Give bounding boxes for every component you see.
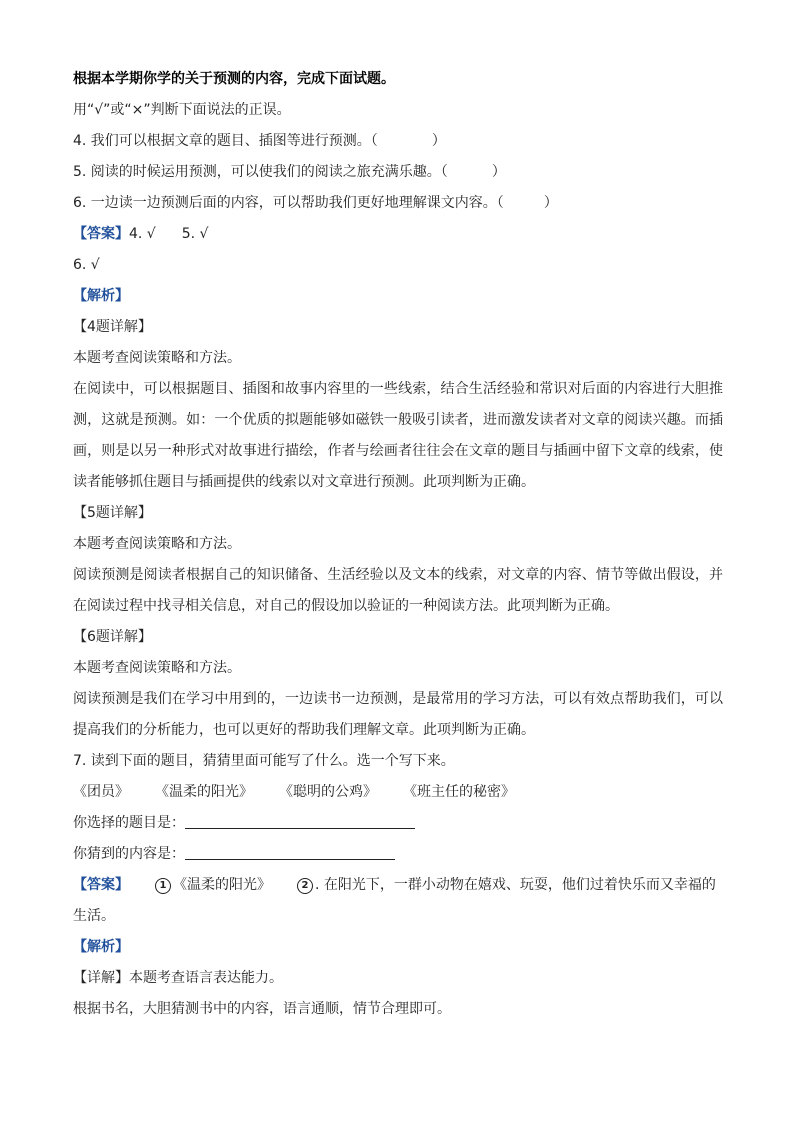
detail-5-topic: 本题考查阅读策略和方法。 bbox=[73, 536, 241, 552]
analysis-tag: 【解析】 bbox=[73, 288, 129, 304]
answer-7-content: . 在阳光下，一群小动物在嬉戏、玩耍，他们过着快乐而又幸福的 bbox=[315, 877, 716, 893]
detail-7-tag: 【详解】 bbox=[73, 970, 129, 986]
question-4-close: ） bbox=[431, 133, 446, 149]
question-5-close: ） bbox=[491, 164, 506, 180]
answer-4: 4. √ bbox=[129, 226, 156, 242]
detail-7-text: 本题考查语言表达能力。 bbox=[129, 970, 283, 986]
detail-4-topic: 本题考查阅读策略和方法。 bbox=[73, 350, 241, 366]
choice-answer-line[interactable] bbox=[185, 814, 415, 829]
detail-6-title: 【6题详解】 bbox=[73, 629, 152, 645]
detail-4-title: 【4题详解】 bbox=[73, 319, 152, 335]
question-7-titles bbox=[73, 777, 723, 808]
answer-7-content-cont: 生活。 bbox=[73, 908, 115, 924]
answer-row-2 bbox=[73, 870, 723, 901]
question-4 bbox=[73, 126, 723, 157]
question-7-prompt: 7. 读到下面的题目，猜猜里面可能写了什么。选一个写下来。 bbox=[73, 753, 455, 769]
title-option-2: 《温柔的阳光》 bbox=[155, 784, 253, 800]
title-option-4: 《班主任的秘密》 bbox=[403, 784, 515, 800]
guess-label: 你猜到的内容是： bbox=[73, 846, 185, 862]
answer-7-title: 《温柔的阳光》 bbox=[173, 877, 271, 893]
detail-5-title: 【5题详解】 bbox=[73, 505, 152, 521]
instruction-text: 用“√”或“×”判断下面说法的正误。 bbox=[73, 102, 291, 118]
question-4-text: 4. 我们可以根据文章的题目、插图等进行预测。（ bbox=[73, 133, 378, 149]
choice-row bbox=[73, 808, 723, 839]
question-5 bbox=[73, 157, 723, 188]
answer-tag-2: 【答案】 bbox=[73, 877, 129, 893]
guess-row bbox=[73, 839, 723, 870]
answer-6: 6. √ bbox=[73, 257, 100, 273]
answer-5: 5. √ bbox=[181, 226, 209, 242]
detail-5-body: 阅读预测是阅读者根据自己的知识储备、生活经验以及文本的线索，对文章的内容、情节等做出假设，并在阅读过程中找寻相关信息，对自己的假设加以验证的一种阅读方法。此项判断为正确。 bbox=[73, 567, 723, 614]
question-6 bbox=[73, 188, 723, 219]
circled-number-1: 1 bbox=[155, 878, 171, 894]
detail-6-topic: 本题考查阅读策略和方法。 bbox=[73, 660, 241, 676]
circled-number-2: 2 bbox=[297, 878, 313, 894]
document-page bbox=[73, 64, 723, 1025]
choice-label: 你选择的题目是： bbox=[73, 815, 185, 831]
guess-answer-line[interactable] bbox=[185, 845, 395, 860]
detail-6-body: 阅读预测是我们在学习中用到的，一边读书一边预测，是最常用的学习方法，可以有效点帮助我们，可以提高我们的分析能力，也可以更好的帮助我们理解文章。此项判断为正确。 bbox=[73, 691, 723, 738]
analysis-tag-2: 【解析】 bbox=[73, 939, 129, 955]
question-5-text: 5. 阅读的时候运用预测，可以使我们的阅读之旅充满乐趣。（ bbox=[73, 164, 448, 180]
answer-row-1 bbox=[73, 219, 723, 250]
section-title: 根据本学期你学的关于预测的内容，完成下面试题。 bbox=[73, 71, 395, 87]
detail-4-body: 在阅读中，可以根据题目、插图和故事内容里的一些线索，结合生活经验和常识对后面的内容进行大胆推测，这就是预测。如：一个优质的拟题能够如磁铁一般吸引读者，进而激发读者对文章的阅读兴趣。而插画，则是以另一种形式对故事进行描绘，作者与绘画者往往会在文章的题目与插画中留下文章的线索，使读者能够抓住题目与插画提供的线索以对文章进行预测。此项判断为正确。 bbox=[73, 381, 723, 490]
detail-7-body: 根据书名，大胆猜测书中的内容，语言通顺，情节合理即可。 bbox=[73, 1001, 451, 1017]
answer-tag: 【答案】 bbox=[73, 226, 129, 242]
detail-7 bbox=[73, 963, 723, 994]
title-option-3: 《聪明的公鸡》 bbox=[279, 784, 377, 800]
question-6-text: 6. 一边读一边预测后面的内容，可以帮助我们更好地理解课文内容。（ bbox=[73, 195, 504, 211]
title-option-1: 《团员》 bbox=[73, 784, 129, 800]
question-6-close: ） bbox=[543, 195, 558, 211]
